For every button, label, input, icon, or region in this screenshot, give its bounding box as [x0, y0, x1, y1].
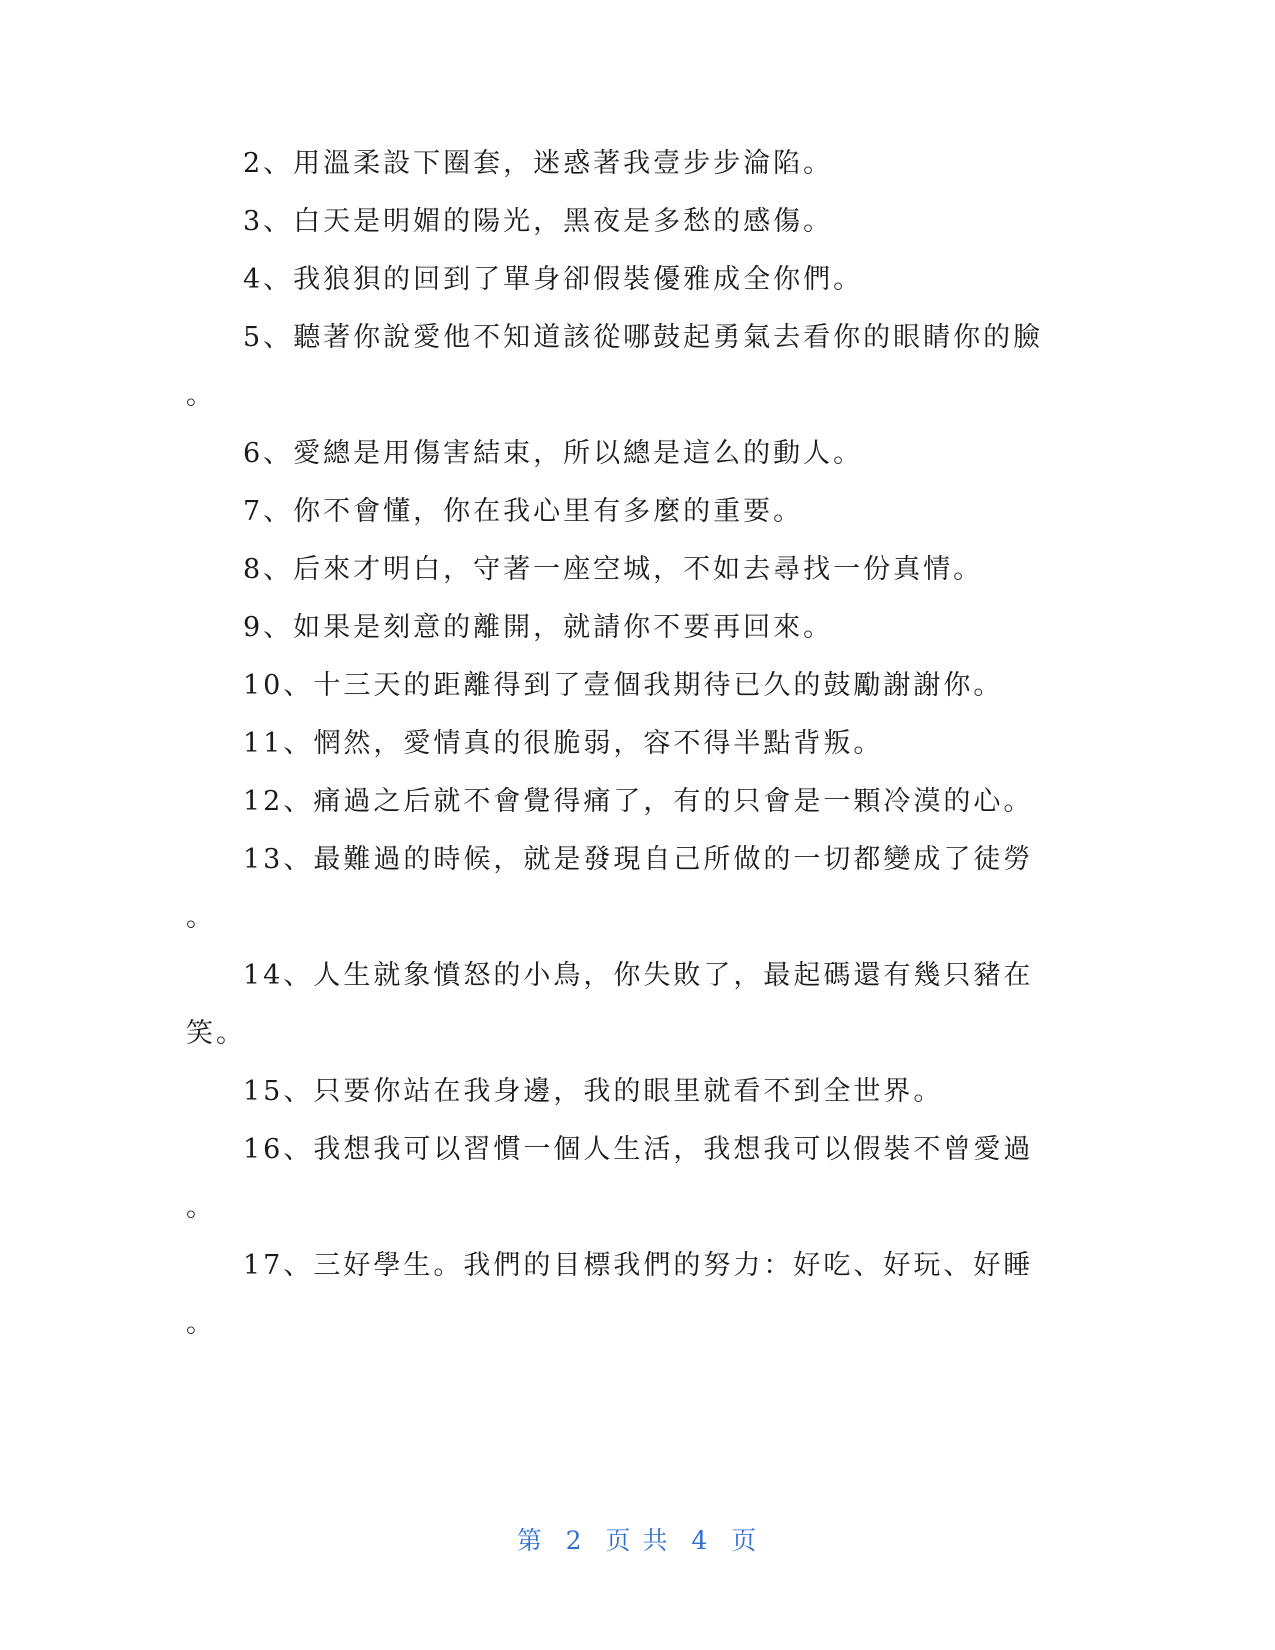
list-item: 16、我想我可以習慣一個人生活，我想我可以假裝不曾愛過 — [243, 1134, 1034, 1165]
list-item: 3、白天是明媚的陽光，黑夜是多愁的感傷。 — [243, 206, 834, 237]
list-item: 14、人生就象憤怒的小鳥，你失敗了，最起碼還有幾只豬在 — [243, 960, 1034, 991]
list-item: 10、十三天的距離得到了壹個我期待已久的鼓勵謝謝你。 — [243, 670, 1004, 701]
list-item: 13、最難過的時候，就是發現自己所做的一切都變成了徒勞 — [243, 844, 1034, 875]
footer-suffix: 页 — [731, 1526, 759, 1555]
list-item: 6、愛總是用傷害結束，所以總是這么的動人。 — [243, 438, 864, 469]
list-item: 5、聽著你說愛他不知道該從哪鼓起勇氣去看你的眼睛你的臉 — [243, 322, 1044, 353]
list-item-continuation: 。 — [186, 380, 216, 411]
list-item-continuation: 。 — [186, 1192, 216, 1223]
list-item: 9、如果是刻意的離開，就請你不要再回來。 — [243, 612, 834, 643]
list-item: 4、我狼狽的回到了單身卻假裝優雅成全你們。 — [243, 264, 864, 295]
list-item-continuation: 。 — [186, 1308, 216, 1339]
list-item: 2、用溫柔設下圈套，迷惑著我壹步步淪陷。 — [243, 148, 834, 179]
list-item-continuation: 。 — [186, 902, 216, 933]
page-footer — [0, 1521, 1275, 1557]
footer-prefix: 第 — [516, 1526, 544, 1555]
total-page-count: 4 — [691, 1526, 710, 1555]
list-item-continuation: 笑。 — [186, 1018, 246, 1049]
current-page-number: 2 — [565, 1526, 584, 1555]
list-item: 11、惘然，愛情真的很脆弱，容不得半點背叛。 — [243, 728, 884, 759]
footer-middle: 页 共 — [605, 1526, 670, 1555]
list-item: 8、后來才明白，守著一座空城，不如去尋找一份真情。 — [243, 554, 984, 585]
list-item: 7、你不會懂，你在我心里有多麼的重要。 — [243, 496, 804, 527]
list-item: 17、三好學生。我們的目標我們的努力：好吃、好玩、好睡 — [243, 1250, 1034, 1281]
list-item: 12、痛過之后就不會覺得痛了，有的只會是一顆冷漠的心。 — [243, 786, 1034, 817]
list-item: 15、只要你站在我身邊，我的眼里就看不到全世界。 — [243, 1076, 944, 1107]
